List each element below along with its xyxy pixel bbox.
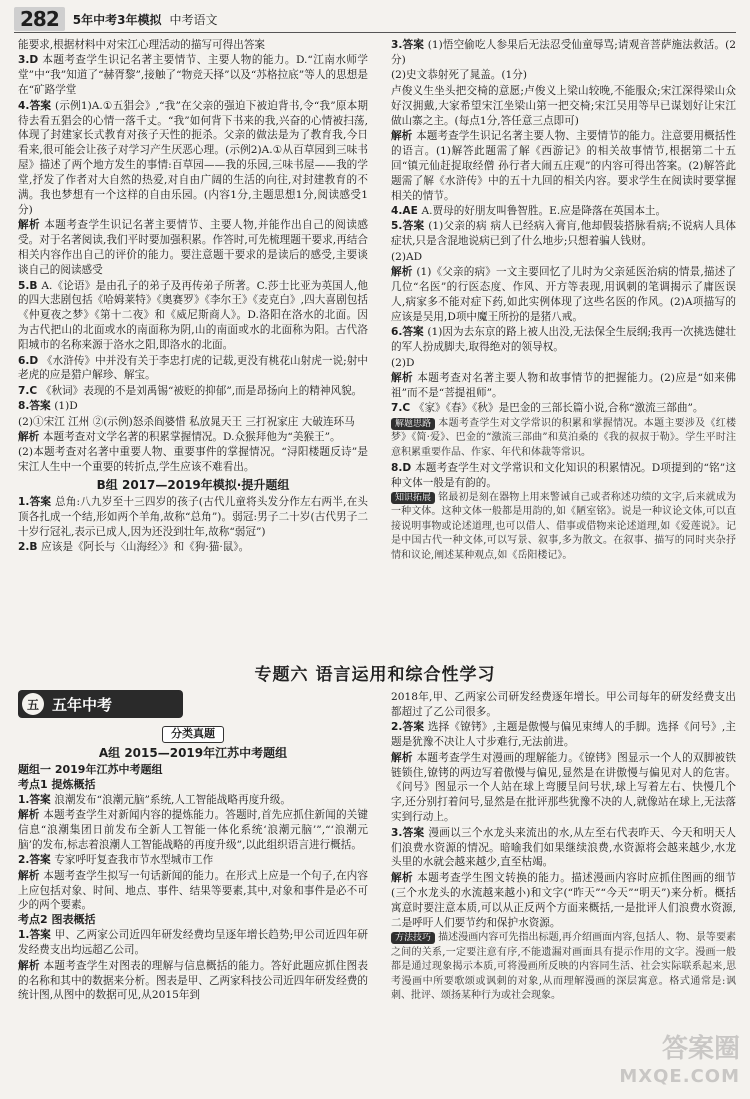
answer-paragraph (18, 38, 368, 53)
answer-label: 8.答案 (18, 400, 55, 413)
answer-text: (示例1)A.①五猖会》,“我”在父亲的强迫下被迫背书,令“我”原本期待去看五猖会的心情一落千丈。“我”如何背下书来的我,兴奋的心情被扫荡,体现了封建家长式教育对孩子天性的扼杀。父亲的做法是为了教育我,今日看来,很可能会让孩子对学习产生厌恶心理。(示例2)A.①从百草园到三味书屋》描述了两个地方发生的事情:百草园——我的乐园,三味书屋——我的学堂,抒发了作者对大自然的热爱,对自由广阔的生活的向往,对封建教育的不满。我也梦想有一个这样的自由乐园。(内容1分,主题思想1分,阅读感受1分) (18, 99, 368, 216)
note-tag: 解题思路 (391, 418, 435, 430)
answer-text: 描述漫画内容可先指出标题,再介绍画面内容,包括人、物、景等要素之间的关系,一定要注意有序,不能遗漏对画面具有提示作用的文字。漫画一般都是通过现象揭示本质,可将漫画所反映的内容同生活、社会实际联系起来,思考漫画中所要歌颂或讽刺的对象,从而理解漫画的深层寓意。格式通常是:讽刺、批评、颂扬某种行为或社会现象。 (391, 932, 736, 1001)
answer-label: 1.答案 (18, 793, 55, 806)
subject-title: 中考语文 (169, 12, 218, 27)
answer-label: 2.答案 (391, 721, 428, 734)
answer-paragraph (391, 690, 736, 720)
note-tag: 方法技巧 (391, 932, 435, 944)
answer-text: 2018年,甲、乙两家公司研发经费逐年增长。甲公司每年的研发经费支出都超过了乙公司很多。 (391, 691, 736, 718)
right-column-bottom (391, 690, 736, 1004)
answer-label: 4.答案 (18, 99, 55, 112)
answer-paragraph (391, 461, 736, 491)
answer-paragraph (18, 399, 368, 414)
page-header (14, 6, 736, 33)
answer-paragraph (18, 279, 368, 354)
group-a-heading: A组 2015—2019年江苏中考题组 (98, 745, 288, 760)
answer-label: 解析 (18, 959, 44, 972)
answer-label: 解析 (18, 219, 45, 232)
answer-text: 本题考查对名著主要人物和故事情节的把握能力。(2)应是“如来佛祖”而不是“菩提祖师”。 (391, 371, 736, 399)
page-number: 282 (14, 7, 65, 31)
category-tag: 分类真题 (162, 726, 224, 743)
answer-paragraph (391, 265, 736, 325)
note-tag: 知识拓展 (391, 492, 435, 504)
answer-paragraph (18, 869, 368, 914)
answer-text: 本题考查学生识记名著主要人物、主要情节的能力。注意要用概括性的语言。(1)解答此题需了解《西游记》的相关故事情节,根据第二十五回“镇元仙赶捉取经僧 孙行者大闹五庄观”的内容可得出答案。(2)解答此题需了解《水浒传》中的五十九回的相关内容。要求学生在阅读时要掌握相关的情节。 (391, 129, 736, 202)
answer-paragraph (391, 219, 736, 249)
answer-text: 总角:八九岁至十三四岁的孩子(古代儿童将头发分作左右两半,在头顶各扎成一个结,形如两个羊角,故称“总角”)。弱冠:男子二十岁(古代男子二十岁行冠礼,表示已成人,因为还没到壮年,故称“弱冠”) (18, 496, 368, 538)
answer-text: 铭最初是刻在器物上用来警诫自己或者称述功绩的文字,后来就成为一种文体。这种文体一般都是用韵的,如《陋室铭》。说是一种议论文体,可以直接说明事物或论述道理,也可以借人、借事或借物来论述道理,如《爱莲说》。记是中国古代一种文体,可以写景、叙事,多为散文。在叙事、描写的同时夹杂抒情和议论,阐述某种观点,如《岳阳楼记》。 (391, 491, 736, 561)
answer-label: 解析 (391, 871, 418, 884)
answer-label: 7.C (391, 402, 414, 415)
answer-paragraph (391, 826, 736, 871)
answer-text: 本题考查学生识记名著主要情节、主要人物,并能作出自己的阅读感受。对于名著阅读,我们平时要加强积累。作答时,可先梳理题干要求,再结合相关内容作出自己的评价的能力。要注意题干要求的是读后的感受,主要谈谈自己的阅读感受 (18, 219, 368, 277)
answer-text: 本题考查学生对图表的理解与信息概括的能力。答好此题应抓住图表的名称和其中的数据来分析。图表是甲、乙两家科技公司近四年研发经费的统计图,从图中的数据可见,从2015年到 (18, 959, 368, 1002)
answer-paragraph (18, 853, 368, 868)
answer-paragraph (18, 430, 368, 445)
answer-paragraph (391, 871, 736, 931)
answer-label: 3.D (18, 54, 43, 67)
answer-text: 本题考查学生对漫画的理解能力。《镣铐》图显示一个人的双脚被铁链锁住,镣铐的两边写着傲慢与偏见,显然是在讲傲慢与偏见对人的危害。《问号》图显示一个人站在球上弯腰呈问号状,球上写着左右、快慢几个字,还分别打着问号,显然是在批评那些犹豫不决的人,就像站在球上,无法落实到行动上。 (391, 751, 736, 824)
answer-text: 本题考查学生对文学常识的积累和掌握情况。本题主要涉及《红楼梦》《简·爱》、巴金的“激流三部曲”和莫泊桑的《我的叔叔于勒》。学生平时注意积累重要作品、作家、年代和体裁等常识。 (391, 417, 736, 458)
answer-label: 6.答案 (391, 326, 428, 339)
answer-paragraph (391, 751, 736, 826)
answer-label: 解析 (18, 809, 44, 822)
answer-label: 解析 (18, 869, 44, 882)
answer-text: 应该是《阿长与〈山海经〉》和《狗·猫·鼠》。 (41, 541, 250, 554)
answer-paragraph (18, 540, 368, 555)
answer-text: 《水浒传》中并没有关于李忠打虎的记载,更没有桃花山射虎一说;射中老虎的应是猎户解珍、解宝。 (18, 354, 368, 382)
answer-paragraph (391, 325, 736, 355)
knowledge-point-1: 考点1 提炼概括 (18, 777, 96, 791)
answer-text: 《家》《春》《秋》是巴金的三部长篇小说,合称“激流三部曲”。 (413, 402, 704, 415)
answer-paragraph (391, 250, 736, 265)
answer-text: 本题考查学生图文转换的能力。描述漫画内容时应抓住图画的细节(三个水龙头的水流越来越小)和文字(“昨天”“今天”“明天”)来分析。概括寓意时要注意本质,可以从正反两个方面来概括,一是批评人们浪费水资源,二是呼吁人们要节约和保护水资源。 (391, 871, 736, 929)
answer-paragraph (391, 371, 736, 401)
answer-text: (2)AD (391, 250, 423, 263)
answer-label: 1.答案 (18, 496, 55, 509)
answer-label: 解析 (18, 431, 43, 444)
answer-text: 甲、乙两家公司近四年研发经费均呈逐年增长趋势;甲公司近四年研发经费支出均远超乙公司。 (18, 929, 368, 957)
answer-label: 5.B (18, 279, 42, 292)
answer-text: (1)因为去东京的路上被人出没,无法保全生辰纲;我再一次挑选健壮的军人扮成脚夫,取得绝对的领导权。 (391, 326, 736, 354)
answer-text: A.《论语》是由孔子的弟子及再传弟子所著。C.莎士比亚为英国人,他的四大悲剧包括《哈姆莱特》《奥赛罗》《李尔王》《麦克白》,四大喜剧包括《仲夏夜之梦》《第十二夜》和《威尼斯商人》。D.洛阳在洛水的北面。因为古代把山的北面或水的南面称为阴,山的南面或水的北面称为阳。古代洛阳城市的名称来源于洛水之阳,即洛水的北面。 (18, 279, 368, 352)
answer-paragraph (391, 417, 736, 461)
answer-paragraph (18, 959, 368, 1004)
answer-paragraph (391, 204, 736, 219)
answer-label: 2.答案 (18, 854, 55, 867)
answer-label: 8.D (391, 461, 416, 474)
topic-title: 专题六 语言运用和综合性学习 (254, 665, 496, 685)
answer-text: (1)父亲的病 病人已经病入膏肓,他却假装搭脉看病;不说病人具体症状,只是含混地说病已到了什么地步;只想着骗人钱财。 (391, 220, 736, 248)
answer-paragraph (18, 495, 368, 540)
answer-paragraph (391, 401, 736, 416)
answer-label: 解析 (391, 371, 418, 384)
answer-text: 本题考查对文学名著的积累掌握情况。D.众猴拜他为“美猴王”。 (42, 431, 341, 444)
answer-text: 专家呼吁复查我市节水型城市工作 (54, 854, 214, 867)
answer-paragraph (18, 354, 368, 384)
answer-paragraph (391, 931, 736, 1004)
right-column-top (391, 38, 736, 563)
answer-paragraph (18, 53, 368, 98)
answer-paragraph (391, 68, 736, 83)
answer-paragraph (391, 720, 736, 750)
answer-paragraph (18, 384, 368, 399)
answer-label: 解析 (391, 266, 417, 279)
watermark-logo (590, 1035, 740, 1095)
book-series-title: 5年中考3年模拟 (72, 12, 162, 27)
answer-text: (1)《父亲的病》一文主要回忆了儿时为父亲延医治病的情景,描述了几位“名医”的行医态度、作风、开方等表现,用讽刺的笔调揭示了庸医误人,病家多不能对症下药,如此实例体现了这些名医的作风。(2)A项描写的应该是吴用,D项中魔王所扮的是猪八戒。 (391, 266, 736, 323)
answer-text: 本题考查学生对新闻内容的提炼能力。答题时,首先应抓住新闻的关键信息“浪潮集团日前发布全新人工智能一体化系统‘浪潮元脑’”,“‘浪潮元脑’的发布,标志着浪潮人工智能战略的再度升级”,以此组织语言进行概括。 (18, 809, 368, 851)
banner-badge-icon: 五 (22, 693, 44, 715)
answer-label: 7.C (18, 384, 41, 397)
answer-text: 能要求,根据材料中对宋江心理活动的描写可得出答案 (18, 39, 266, 51)
answer-text: 本题考查学生识记名著主要情节、主要人物的能力。D.“江南水师学堂”中“我”知道了“赫胥黎”,接触了“物竞天择”以及“苏格拉底”等人的思想是在“矿路学堂 (18, 54, 368, 97)
answer-paragraph (18, 793, 368, 808)
answer-paragraph (18, 928, 368, 958)
answer-text: 本题考查学生拟写一句话新闻的能力。在形式上应是一个句子,在内容上应包括对象、时间、地点、事件、结果等要素,其中,对象和事件是必不可少的两个要素。 (18, 869, 368, 912)
watermark-line2: MXQE.COM (619, 1066, 740, 1087)
answer-label: 1.答案 (18, 929, 55, 942)
answer-label: 5.答案 (391, 220, 429, 233)
subgroup-heading: 题组一 2019年江苏中考题组 (18, 762, 163, 776)
answer-label: 6.D (18, 354, 42, 367)
answer-text: (2)D (391, 356, 415, 369)
knowledge-point-2: 考点2 图表概括 (18, 913, 96, 927)
answer-text: A.贾母的好朋友叫鲁智胜。E.应是降落在英国本土。 (421, 204, 667, 217)
answer-text: 选择《镣铐》,主题是傲慢与偏见束缚人的手脚。选择《问号》,主题是犹豫不决让人寸步难行,无法前进。 (391, 721, 736, 749)
answer-paragraph (18, 445, 368, 475)
answer-text: 卢俊义生坐头把交椅的意愿;卢俊义上梁山较晚,不能服众;宋江深得梁山众好汉拥戴,大家希望宋江坐梁山第一把交椅;宋江吴用等早已谋划好让宋江做山寨之主。(每点1分,答任意三点即可) (391, 84, 736, 127)
answer-paragraph (18, 808, 368, 853)
answer-label: 解析 (391, 751, 417, 764)
answer-paragraph (391, 129, 736, 204)
answer-text: 漫画以三个水龙头来流出的水,从左至右代表昨天、今天和明天人们浪费水资源的情况。暗喻我们如果继续浪费,水资源将会越来越少,水龙头里的水就会越来越少,直至枯竭。 (391, 826, 736, 869)
answer-paragraph (18, 218, 368, 278)
answer-label: 3.答案 (391, 826, 429, 839)
left-column-top (18, 38, 368, 555)
left-column-bottom (18, 726, 368, 1003)
answer-text: 《秋词》表现的不是刘禹锡“被贬的抑郁”,而是昂扬向上的精神风貌。 (40, 384, 363, 397)
answer-label: 3.答案 (391, 39, 428, 51)
answer-text: (2)史文恭射死了晁盖。(1分) (391, 69, 527, 82)
answer-text: (1)D (54, 400, 78, 413)
section-banner (18, 690, 183, 718)
answer-paragraph (391, 38, 736, 68)
answer-paragraph (18, 99, 368, 218)
answer-paragraph (391, 356, 736, 371)
answer-label: 解析 (391, 129, 417, 142)
answer-paragraph (391, 491, 736, 564)
answer-text: (1)悟空偷吃人参果后无法忍受仙童辱骂;请观音菩萨施法救活。(2分) (391, 39, 736, 66)
answer-label: 2.B (18, 541, 42, 554)
answer-paragraph (391, 84, 736, 129)
answer-paragraph (18, 415, 368, 430)
watermark-line1: 答案圈 (661, 1034, 740, 1064)
answer-label: 4.AE (391, 204, 422, 217)
banner-label: 五年中考 (52, 695, 113, 714)
answer-text: 浪潮发布“浪潮元脑”系统,人工智能战略再度升级。 (54, 793, 291, 806)
answer-text: (2)本题考查对名著中重要人物、重要事件的掌握情况。“浔阳楼题反诗”是宋江人生中一个重要的转折点,学生应该不难看出。 (18, 446, 368, 474)
group-b-heading: B组 2017—2019年模拟·提升题组 (96, 478, 290, 493)
answer-text: 本题考查学生对文学常识和文化知识的积累情况。D项提到的“铭”这种文体一般是有韵的。 (391, 461, 736, 489)
answer-text: (2)①宋江 江州 ②(示例)怒杀阎婆惜 私放晁天王 三打祝家庄 大破连环马 (18, 415, 355, 428)
